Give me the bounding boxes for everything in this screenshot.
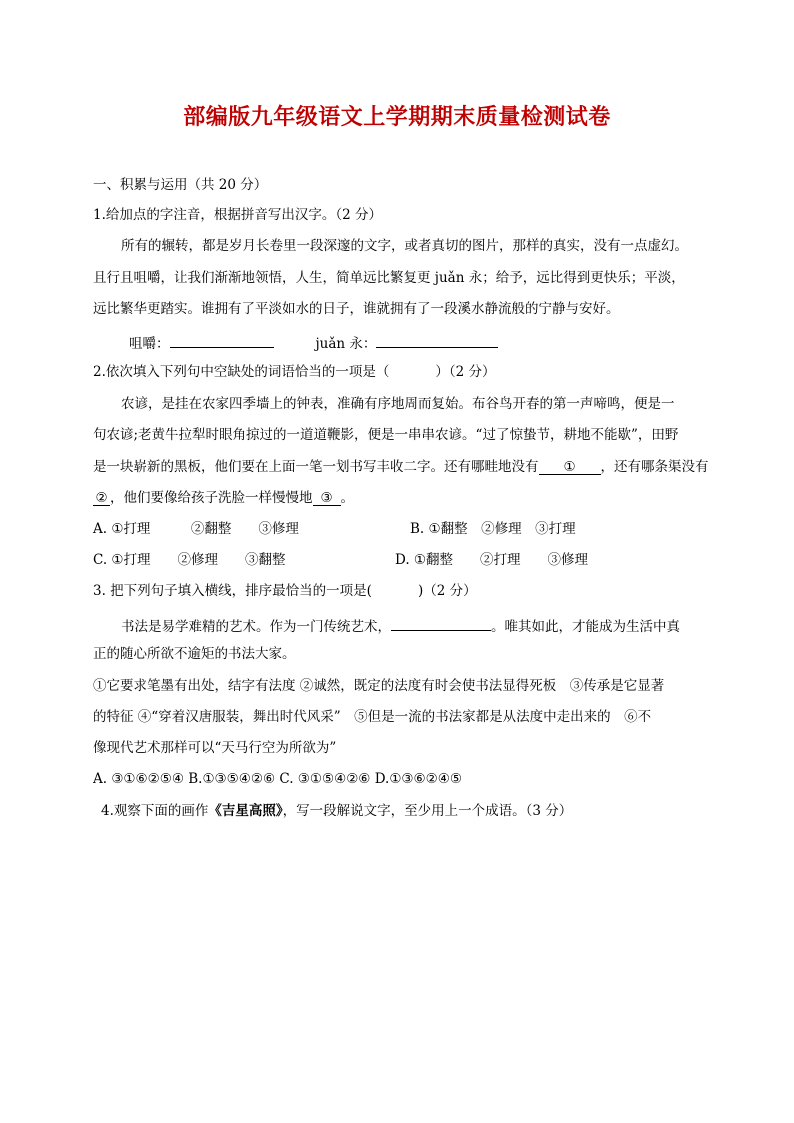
q4-artwork-title: 《吉星高照》 (208, 803, 283, 819)
q2-option-b[interactable]: B. ①翻整 ②修理 ③打理 (410, 521, 576, 537)
q2-option-a[interactable]: A. ①打理 ②翻整 ③修理 (93, 521, 299, 537)
q1-blank1-label: 咀嚼： (129, 336, 170, 352)
page-title: 部编版九年级语文上学期期末质量检测试卷 (183, 105, 611, 130)
q2-stem-a: 2.依次填入下列句中空缺处的词语恰当的一项是（ (93, 364, 390, 380)
q3-sentences-line3: 像现代艺术那样可以“天马行空为所欲为” (93, 740, 337, 756)
q3-blank[interactable] (391, 613, 491, 631)
q3-options[interactable]: A. ③①⑥②⑤④ B.①③⑤④②⑥ C. ③①⑤④②⑥ D.①③⑥②④⑤ (93, 771, 462, 787)
q1-blank1-field[interactable] (170, 330, 274, 348)
q1-blank2-field[interactable] (376, 330, 498, 348)
q2-blank3[interactable]: ③ (313, 488, 341, 506)
q2-passage-line1: 农谚，是挂在农家四季墙上的钟表，准确有序地周而复始。布谷鸟开春的第一声啼鸣，便是一 (121, 396, 675, 412)
q1-passage-line2: 且行且咀嚼，让我们渐渐地领悟，人生，简单远比繁复更 juǎn 永；给予，远比得到更快乐；平淡， (93, 270, 685, 286)
q2-blank1[interactable]: ① (539, 457, 601, 475)
q1-passage-line1: 所有的辗转，都是岁月长卷里一段深邃的文字，或者真切的图片，那样的真实，没有一点虚幻。 (121, 238, 688, 254)
q3-passage-line2: 正的随心所欲不逾矩的书法大家。 (93, 646, 296, 662)
q2-option-d[interactable]: D. ①翻整 ②打理 ③修理 (395, 552, 589, 568)
q2-passage-line2: 句农谚;老黄牛拉犁时眼角掠过的一道道鞭影，便是一串串农谚。“过了惊蛰节，耕地不能歇”，田野 (93, 427, 679, 443)
q2-stem-b: ）（2 分） (435, 364, 496, 380)
q3-stem: 3. 把下列句子填入横线，排序最恰当的一项是( )（2 分） (93, 583, 477, 599)
q2-passage-line4: ② ，他们要像给孩子洗脸一样慢慢地 ③ 。 (93, 488, 354, 508)
section-heading: 一、积累与运用（共 20 分） (93, 177, 268, 193)
q1-blank2-label: juǎn 永： (315, 336, 377, 352)
q3-sentences-line1: ①它要求笔墨有出处，结字有法度 ②诚然，既定的法度有时会使书法显得死板 ③传承是它显著 (93, 678, 665, 694)
q2-blank2[interactable]: ② (93, 488, 110, 506)
q1-answer-row (129, 330, 498, 354)
q4-stem: 4.观察下面的画作《吉星高照》，写一段解说文字，至少用上一个成语。（3 分） (101, 803, 573, 819)
q1-stem: 1.给加点的字注音，根据拼音写出汉字。（2 分） (93, 207, 383, 223)
q3-sentences-line2: 的特征 ④“穿着汉唐服装，舞出时代风采” ⑤但是一流的书法家都是从法度中走出来的 ⑥不 (93, 709, 652, 725)
q2-stem (93, 362, 496, 382)
q1-passage-line3: 远比繁华更踏实。谁拥有了平淡如水的日子，谁就拥有了一段溪水静流般的宁静与安好。 (93, 301, 620, 317)
q3-passage-line1: 书法是易学难精的艺术。作为一门传统艺术， 。唯其如此，才能成为生活中真 (121, 613, 680, 637)
q2-option-c[interactable]: C. ①打理 ②修理 ③翻整 (93, 552, 286, 568)
q2-passage-line3: 是一块崭新的黑板，他们要在上面一笔一划书写丰收二字。还有哪畦地没有 ① ，还有哪条渠没有 (93, 459, 709, 475)
